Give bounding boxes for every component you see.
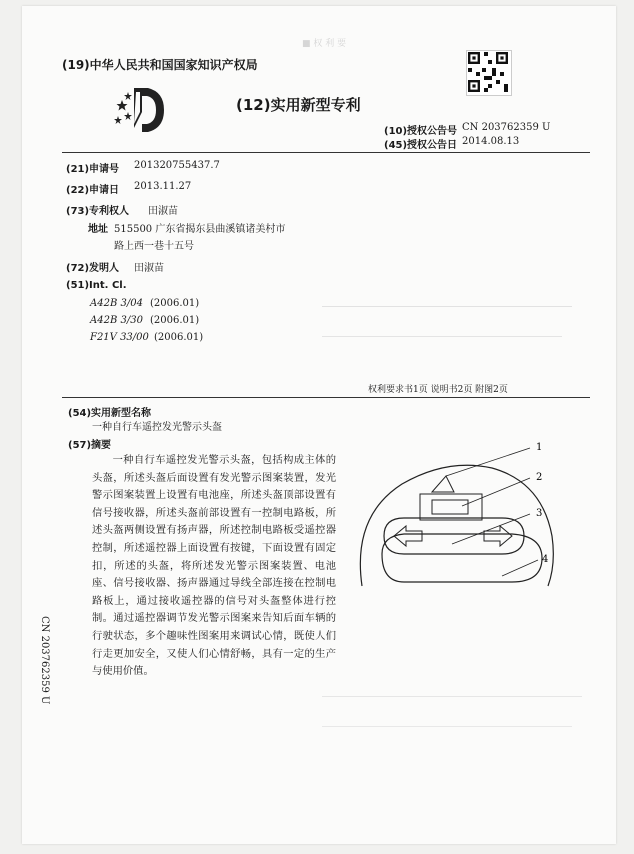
utility-model-title: 一种自行车遥控发光警示头盔 (92, 422, 222, 433)
header-rule (62, 152, 590, 153)
leader-line-2 (462, 478, 530, 506)
int-cl-version: (2006.01) (150, 315, 200, 326)
int-cl-version: (2006.01) (154, 332, 204, 343)
app-date: 2013.11.27 (134, 181, 192, 192)
pub-no: CN 203762359 U (462, 122, 551, 133)
owner-label: (73)专利权人 (66, 206, 130, 217)
app-date-label: (22)申请日 (66, 185, 120, 196)
figure-label-3: 3 (536, 508, 543, 519)
figure-label-4: 4 (542, 554, 549, 565)
pub-date-label: (45)授权公告日 (384, 140, 458, 151)
inventor: 田淑苗 (134, 263, 164, 274)
abstract-label: (57)摘要 (68, 440, 112, 451)
left-arrow-shape (394, 526, 422, 546)
pub-no-label: (10)授权公告号 (384, 126, 458, 137)
bleed-through-line (322, 726, 572, 727)
address-line-2: 路上西一巷十五号 (114, 241, 194, 252)
leader-line-4 (502, 560, 538, 576)
app-no-label: (21)申请号 (66, 164, 120, 175)
int-cl-code: A42B 3/04 (90, 298, 143, 309)
leader-line-1 (446, 448, 530, 476)
pub-date: 2014.08.13 (462, 136, 520, 147)
address-line-1: 515500 广东省揭东县曲溪镇诸美村市 (114, 224, 286, 235)
battery-seat-outline (420, 494, 482, 520)
app-no: 201320755437.7 (134, 160, 220, 171)
bleed-through-line (322, 696, 582, 697)
owner: 田淑苗 (148, 206, 178, 217)
pages-info: 权利要求书1页 说明书2页 附图2页 (368, 385, 508, 395)
int-cl-code: A42B 3/30 (90, 315, 143, 326)
title-label: (54)实用新型名称 (68, 408, 152, 419)
battery-slot-outline (432, 500, 468, 514)
section-rule (62, 397, 590, 398)
abstract-text: 一种自行车遥控发光警示头盔，包括构成主体的头盔，所述头盔后面设置有发光警示图案装置，发光警示图案装置上设置有电池座，所述头盔顶部设置有信号接收器，所述头盔前部设置有一控制电路板，所述头盔两侧设置有扬声器，所述控制电路板受遥控器控制，所述遥控器上面设置有按键，下面设置有固定扣，所述的头盔，将所述发光警示图案装置、电池座、信号接收器、扬声器通过导线全部连接在控制电路板上，通过接收遥控器的信号对头盔整体进行控制。通过遥控器调节发光警示图案来告知后面车辆的行驶状态，多个趣味性图案用来调试心情，既使人们行走更加安全，又使人们心情舒畅，具有一定的生产与使用价值。 (92, 454, 336, 678)
office-name: (19)中华人民共和国国家知识产权局 (62, 58, 258, 72)
patent-page (22, 6, 616, 844)
side-pub-number: CN 203762359 U (39, 616, 50, 705)
signal-receiver-outline (432, 476, 454, 492)
document-type: (12)实用新型专利 (236, 96, 361, 114)
int-cl-label: (51)Int. Cl. (66, 280, 127, 291)
int-cl-code: F21V 33/00 (90, 332, 149, 343)
figure-label-1: 1 (536, 442, 543, 453)
cnipa-logo-icon (114, 82, 166, 138)
right-arrow-shape (484, 526, 512, 546)
figure-label-2: 2 (536, 472, 543, 483)
helmet-figure (342, 436, 572, 606)
inventor-label: (72)发明人 (66, 263, 120, 274)
bleed-through-line (322, 306, 572, 307)
address-label: 地址 (88, 224, 108, 235)
bleed-through-line (322, 336, 562, 337)
bleed-through-text: ■ 权 利 要 (302, 39, 347, 49)
light-pattern-panel-outline (384, 518, 524, 554)
qr-code-icon (468, 52, 508, 92)
int-cl-version: (2006.01) (150, 298, 200, 309)
helmet-shell-outline (360, 465, 553, 586)
